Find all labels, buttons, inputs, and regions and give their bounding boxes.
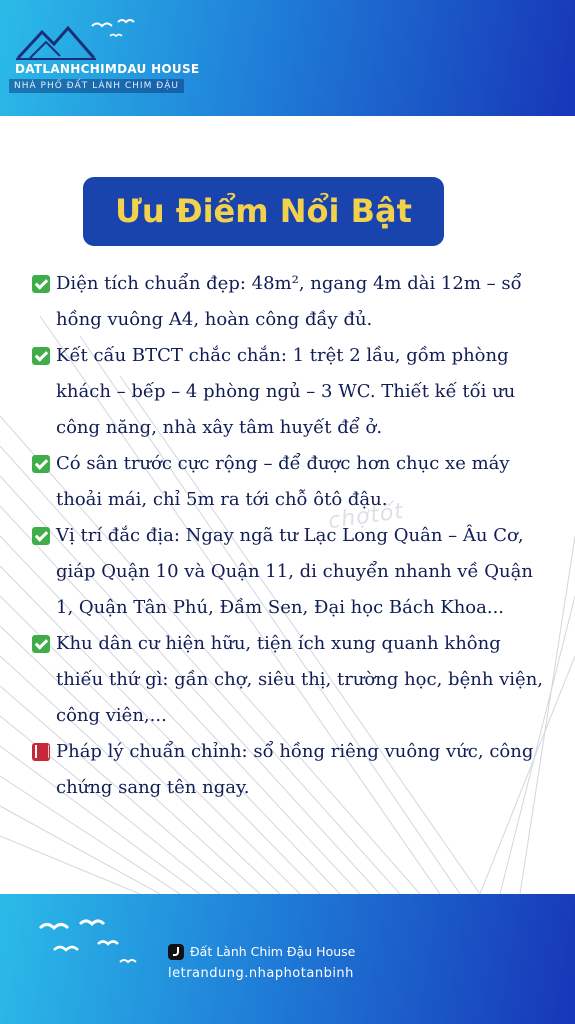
footer-banner [0, 894, 575, 1024]
feature-item [32, 626, 552, 734]
watermark: chợtốt [326, 498, 406, 535]
mountain-icon [16, 22, 96, 62]
feature-text: Diện tích chuẩn đẹp: 48m², ngang 4m dài 12m – sổ hồng vuông A4, hoàn công đầy đủ. [56, 273, 522, 330]
feature-item [32, 446, 552, 518]
feature-text: Kết cấu BTCT chắc chắn: 1 trệt 2 lầu, gồm phòng khách – bếp – 4 phòng ngủ – 3 WC. Thiết kế tối ưu công năng, nhà xây tâm huyết để ở. [56, 345, 516, 438]
brand-name: DATLANHCHIMDAU HOUSE [15, 62, 200, 76]
channel-url: letrandung.nhaphotanbinh [168, 966, 354, 981]
tiktok-icon [168, 944, 184, 960]
birds-icon [88, 18, 148, 44]
check-mark-icon [32, 527, 50, 545]
content-area [0, 116, 575, 894]
header-banner [0, 0, 575, 116]
page-title: Ưu Điểm Nổi Bật [115, 192, 412, 230]
feature-item [32, 518, 552, 626]
title-banner [83, 177, 444, 246]
feature-item [32, 266, 552, 338]
feature-text: Khu dân cư hiện hữu, tiện ích xung quanh không thiếu thứ gì: gần chợ, siêu thị, trường học, bệnh viện, công viên,... [56, 633, 544, 726]
birds-icon [34, 914, 154, 974]
check-mark-icon [32, 455, 50, 473]
check-mark-icon [32, 347, 50, 365]
feature-text: Pháp lý chuẩn chỉnh: sổ hồng riêng vuông vức, công chứng sang tên ngay. [56, 741, 534, 798]
check-mark-icon [32, 275, 50, 293]
red-book-icon [32, 743, 50, 761]
feature-item [32, 734, 552, 806]
feature-list [32, 266, 552, 806]
brand-logo [6, 18, 206, 98]
brand-tagline: NHÀ PHỐ ĐẤT LÀNH CHIM ĐẬU [9, 79, 184, 93]
feature-item [32, 338, 552, 446]
feature-text: Vị trí đắc địa: Ngay ngã tư Lạc Long Quân – Âu Cơ, giáp Quận 10 và Quận 11, di chuyển nhanh về Quận 1, Quận Tân Phú, Đầm Sen, Đại học Bách Khoa... [56, 525, 533, 618]
check-mark-icon [32, 635, 50, 653]
feature-text: Có sân trước cực rộng – để được hơn chục xe máy thoải mái, chỉ 5m ra tới chỗ ôtô đậu. [56, 453, 510, 510]
channel-name: Đất Lành Chim Đậu House [190, 944, 356, 959]
